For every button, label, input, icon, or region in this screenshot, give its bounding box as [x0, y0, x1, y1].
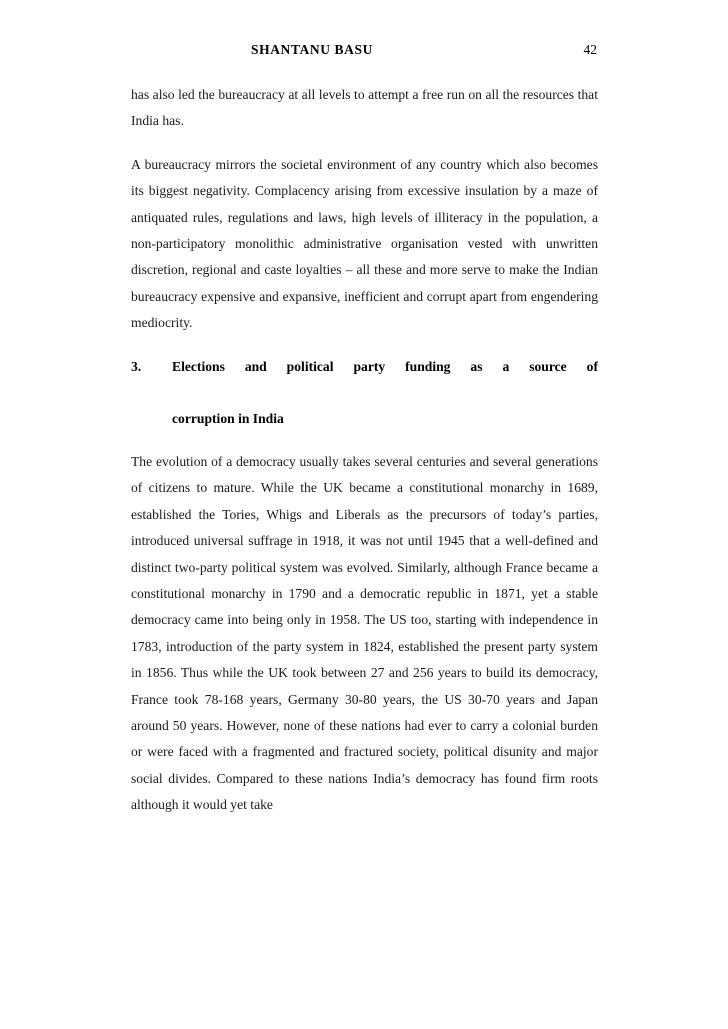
section-title-line-1: Elections and political party funding as a source of [172, 358, 598, 374]
page-content [131, 82, 598, 836]
header-author-title: SHANTANU BASU [251, 42, 373, 57]
section-heading [131, 354, 598, 433]
section-title [172, 354, 598, 433]
paragraph: The evolution of a democracy usually takes several centuries and several generations of citizens to mature. While the UK became a constitutional monarchy in 1689, established the Tories, Whigs and Liberals as the precursors of today’s parties, introduced universal suffrage in 1918, it was not until 1945 that a well-defined and distinct two-party political system was evolved. Similarly, although France became a constitutional monarchy in 1790 and a democratic republic in 1871, yet a stable democracy came into being only in 1958. The US too, starting with independence in 1783, introduction of the party system in 1824, established the present party system in 1856. Thus while the UK took between 27 and 256 years to build its democracy, France took 78-168 years, Germany 30-80 years, the US 30-70 years and Japan around 50 years. However, none of these nations had ever to carry a colonial burden or were faced with a fragmented and fractured society, political disunity and major social divides. Compared to these nations India’s democracy has found firm roots although it would yet take [131, 453, 598, 813]
section-title-line-2: corruption in India [172, 411, 284, 427]
page-header [131, 42, 597, 58]
page-number: 42 [583, 42, 597, 57]
paragraph: has also led the bureaucracy at all levels to attempt a free run on all the resources that India has. [131, 87, 598, 129]
section-number: 3. [131, 358, 142, 374]
paragraph: A bureaucracy mirrors the societal environment of any country which also becomes its biggest negativity. Complacency arising from excessive insulation by a maze of antiquated rules, regulations and laws, high levels of illiteracy in the population, a non-participatory monolithic administrative organisation vested with unwritten discretion, regional and caste loyalties – all these and more serve to make the Indian bureaucracy expensive and expansive, inefficient and corrupt apart from engendering mediocrity. [131, 156, 598, 331]
